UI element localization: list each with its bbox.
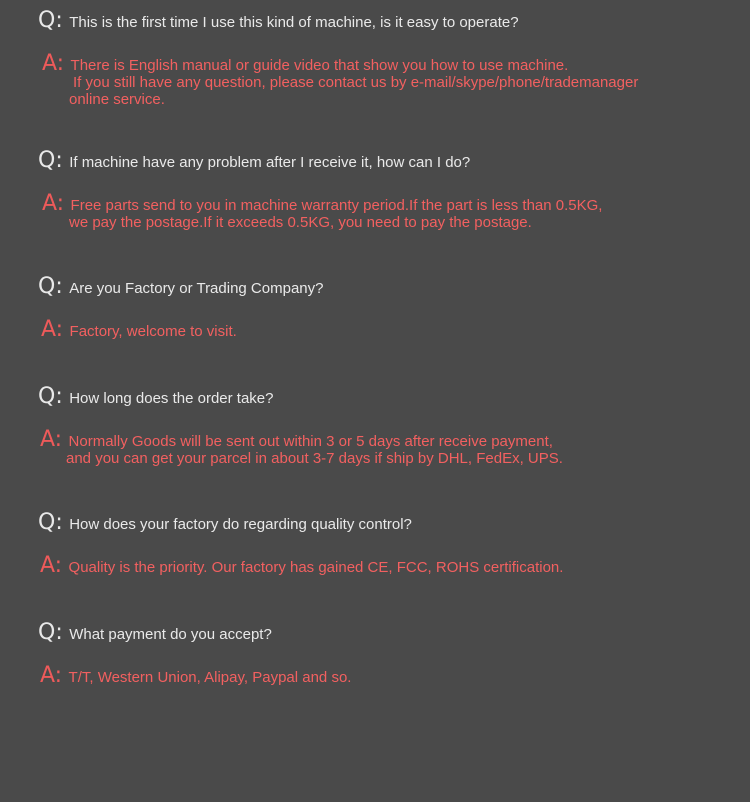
answer-text: we pay the postage.If it exceeds 0.5KG, you need to pay the postage. — [69, 214, 532, 231]
answer-row — [40, 429, 553, 451]
question-text: How long does the order take? — [69, 390, 274, 407]
answer-text: Quality is the priority. Our factory has gained CE, FCC, ROHS certification. — [68, 559, 564, 576]
question-text: How does your factory do regarding quality control? — [69, 516, 412, 533]
answer-marker: A: — [40, 663, 63, 688]
answer-text: online service. — [69, 91, 165, 108]
answer-marker: A: — [40, 553, 63, 578]
answer-row — [40, 665, 351, 687]
question-marker: Q: — [38, 8, 63, 33]
answer-marker: A: — [40, 427, 63, 452]
question-marker: Q: — [38, 620, 63, 645]
question-row — [38, 10, 519, 32]
question-text: If machine have any problem after I receive it, how can I do? — [69, 154, 471, 171]
answer-text: Free parts send to you in machine warranty period.If the part is less than 0.5KG, — [70, 197, 603, 214]
question-row — [38, 512, 412, 534]
answer-text: T/T, Western Union, Alipay, Paypal and so. — [68, 669, 352, 686]
question-text: Are you Factory or Trading Company? — [69, 280, 324, 297]
question-row — [38, 622, 272, 644]
answer-row — [42, 193, 602, 215]
question-row — [38, 150, 470, 172]
answer-marker: A: — [42, 191, 65, 216]
question-marker: Q: — [38, 274, 63, 299]
answer-text: There is English manual or guide video that show you how to use machine. — [70, 57, 569, 74]
question-text: What payment do you accept? — [69, 626, 272, 643]
answer-marker: A: — [42, 51, 65, 76]
question-marker: Q: — [38, 148, 63, 173]
answer-text: and you can get your parcel in about 3-7 days if ship by DHL, FedEx, UPS. — [66, 450, 563, 467]
answer-row — [41, 319, 237, 341]
answer-text: Factory, welcome to visit. — [69, 323, 237, 340]
answer-text: If you still have any question, please contact us by e-mail/skype/phone/trademanager — [73, 74, 639, 91]
answer-row — [40, 555, 563, 577]
question-marker: Q: — [38, 510, 63, 535]
answer-row — [42, 53, 568, 75]
question-marker: Q: — [38, 384, 63, 409]
question-row — [38, 276, 323, 298]
answer-marker: A: — [41, 317, 64, 342]
question-text: This is the first time I use this kind of machine, is it easy to operate? — [69, 14, 519, 31]
question-row — [38, 386, 273, 408]
answer-text: Normally Goods will be sent out within 3 or 5 days after receive payment, — [68, 433, 553, 450]
